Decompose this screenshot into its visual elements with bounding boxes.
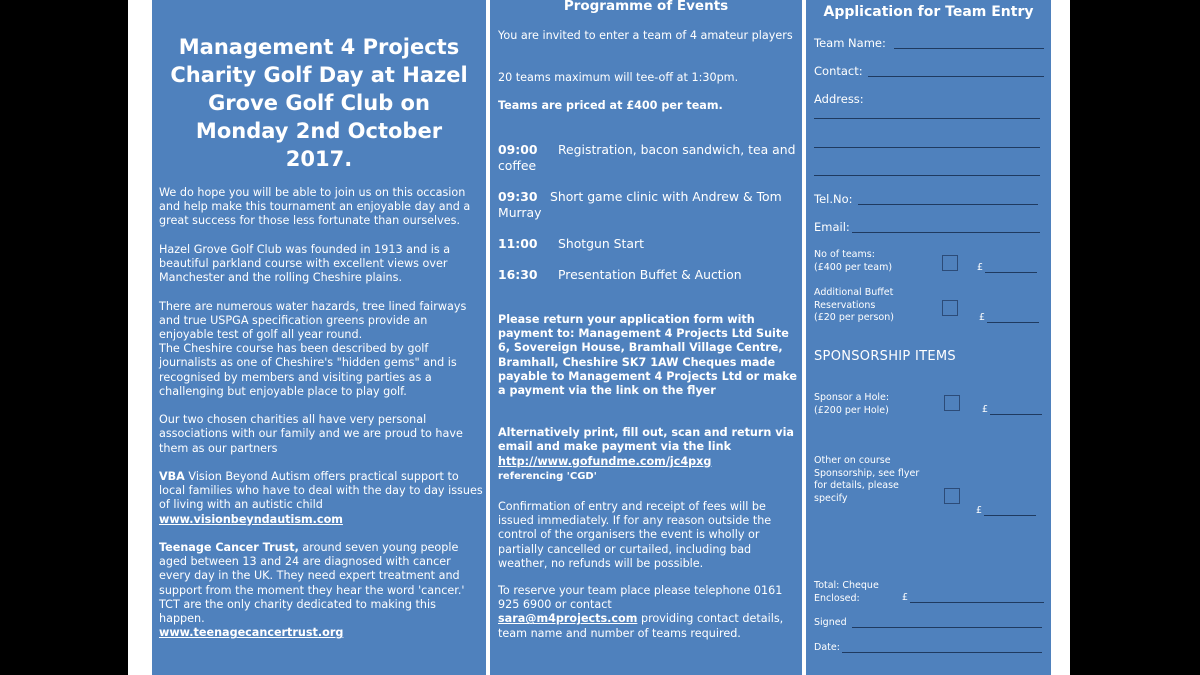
signed-field[interactable] — [852, 627, 1042, 628]
programme-heading: Programme of Events — [563, 0, 729, 14]
price-text: Teams are priced at £400 per team. — [498, 99, 723, 112]
vba-text: Vision Beyond Autism offers practical support to local families who have to deal with the day to day issues of living with an autistic child — [159, 470, 483, 512]
email-link[interactable]: sara@m4projects.com — [498, 612, 638, 626]
event-description — [159, 186, 483, 655]
invite-text: You are invited to enter a team of 4 amateur players — [498, 29, 793, 42]
tel-label: Tel.No: — [814, 192, 853, 206]
vba-name: VBA — [159, 470, 185, 483]
reserve-text: To reserve your team place please telephone 0161 925 6900 or contact sara@m4projects.com providing contact details, team name and number of teams required. — [498, 584, 784, 640]
address-label: Address: — [814, 92, 864, 106]
other-sponsor-label: Other on course Sponsorship, see flyer for details, please specify — [814, 455, 920, 504]
schedule-item: 09:00 Registration, bacon sandwich, tea and coffee — [498, 142, 796, 173]
tct-name: Teenage Cancer Trust, — [159, 541, 299, 554]
gems-paragraph: The Cheshire course has been described by golf journalists as one of Cheshire's "hidden gems" and is recognised by members and visiting parties as a challenging but enjoyable place to play golf. — [159, 342, 457, 398]
no-teams-checkbox[interactable] — [942, 255, 958, 271]
intro-paragraph: We do hope you will be able to join us on this occasion and help make this tournament an enjoyable day and a great success for those less fortunate than ourselves. — [159, 186, 471, 228]
team-name-field[interactable] — [894, 48, 1044, 49]
hole-sponsor-pound: £ — [982, 404, 989, 415]
charities-paragraph: Our two chosen charities all have very personal associations with our family and we are proud to have them as our partners — [159, 413, 463, 455]
schedule-item: 11:00 Shotgun Start — [498, 236, 644, 251]
gofundme-link[interactable]: http://www.gofundme.com/jc4pxg — [498, 455, 712, 468]
alternative-instructions: Alternatively print, fill out, scan and return via email and make payment via the link — [498, 426, 794, 454]
contact-label: Contact: — [814, 64, 863, 78]
sponsorship-heading: SPONSORSHIP ITEMS — [814, 349, 956, 364]
no-teams-amount[interactable] — [985, 272, 1037, 273]
tee-off-text: 20 teams maximum will tee-off at 1:30pm. — [498, 71, 739, 84]
gofundme-line — [498, 455, 798, 469]
date-field[interactable] — [842, 652, 1042, 653]
club-paragraph: Hazel Grove Golf Club was founded in 1913 and is a beautiful parkland course with excellent views over Manchester and the rolling Cheshire plains. — [159, 242, 451, 285]
tct-text: around seven young people aged between 13 and 24 are diagnosed with cancer every day in the UK. They need expert treatment and support from the moment they hear the word 'cancer.' TCT are the only charity dedicated to making this happen. — [159, 541, 465, 626]
other-sponsor-pound: £ — [976, 505, 983, 516]
no-teams-label: No of teams: (£400 per team) — [814, 249, 893, 273]
address-line-3[interactable] — [814, 175, 1040, 176]
tct-paragraph — [159, 541, 483, 640]
signed-label: Signed — [814, 617, 847, 628]
hole-sponsor-label: Sponsor a Hole: (£200 per Hole) — [814, 392, 890, 416]
address-line-1[interactable] — [814, 118, 1040, 119]
vba-paragraph — [159, 470, 483, 527]
buffet-pound: £ — [979, 312, 986, 323]
application-form-panel — [806, 0, 1051, 675]
email-field[interactable] — [852, 232, 1040, 233]
buffet-amount[interactable] — [987, 322, 1039, 323]
other-sponsor-amount[interactable] — [984, 515, 1036, 516]
team-name-label: Team Name: — [814, 36, 886, 50]
date-label: Date: — [814, 642, 840, 653]
application-heading: Application for Team Entry — [823, 4, 1034, 20]
return-instructions: Please return your application form with payment to: Management 4 Projects Ltd Suite 6, Sovereign House, Bramhall Village Centre, Bramhall, Cheshire SK7 1AW Cheques made payable to Management 4 Projects Ltd or make a payment via the link on the flyer — [498, 313, 798, 398]
hole-sponsor-checkbox[interactable] — [944, 395, 960, 411]
address-line-2[interactable] — [814, 147, 1040, 148]
total-label: Total: Cheque Enclosed: — [814, 580, 879, 604]
contact-field[interactable] — [868, 76, 1044, 77]
reference-text: referencing 'CGD' — [498, 471, 597, 482]
other-sponsor-checkbox[interactable] — [944, 488, 960, 504]
no-teams-pound: £ — [977, 262, 984, 273]
tct-link[interactable]: www.teenagecancertrust.org — [159, 626, 344, 640]
email-label: Email: — [814, 220, 850, 234]
course-paragraph: There are numerous water hazards, tree lined fairways and true USPGA specification greens provide an enjoyable test of golf all year round. — [159, 299, 467, 341]
hole-sponsor-amount[interactable] — [990, 414, 1042, 415]
buffet-label: Additional Buffet Reservations (£20 per person) — [814, 287, 894, 323]
total-amount-field[interactable] — [910, 602, 1044, 603]
event-description-panel — [152, 0, 486, 675]
total-pound: £ — [902, 592, 909, 603]
programme-panel — [490, 0, 802, 675]
event-title: Management 4 Projects Charity Golf Day at Hazel Grove Golf Club on Monday 2nd October 2017. — [170, 35, 468, 171]
vba-link[interactable]: www.visionbeyndautism.com — [159, 512, 343, 526]
schedule-item: 16:30 Presentation Buffet & Auction — [498, 267, 742, 282]
schedule-item: 09:30 Short game clinic with Andrew & Tom Murray — [498, 189, 782, 220]
confirmation-text: Confirmation of entry and receipt of fees will be issued immediately. If for any reason outside the control of the organisers the event is wholly or partially cancelled or curtailed, including bad weather, no refunds will be possible. — [498, 500, 772, 570]
tel-field[interactable] — [858, 204, 1038, 205]
buffet-checkbox[interactable] — [942, 300, 958, 316]
